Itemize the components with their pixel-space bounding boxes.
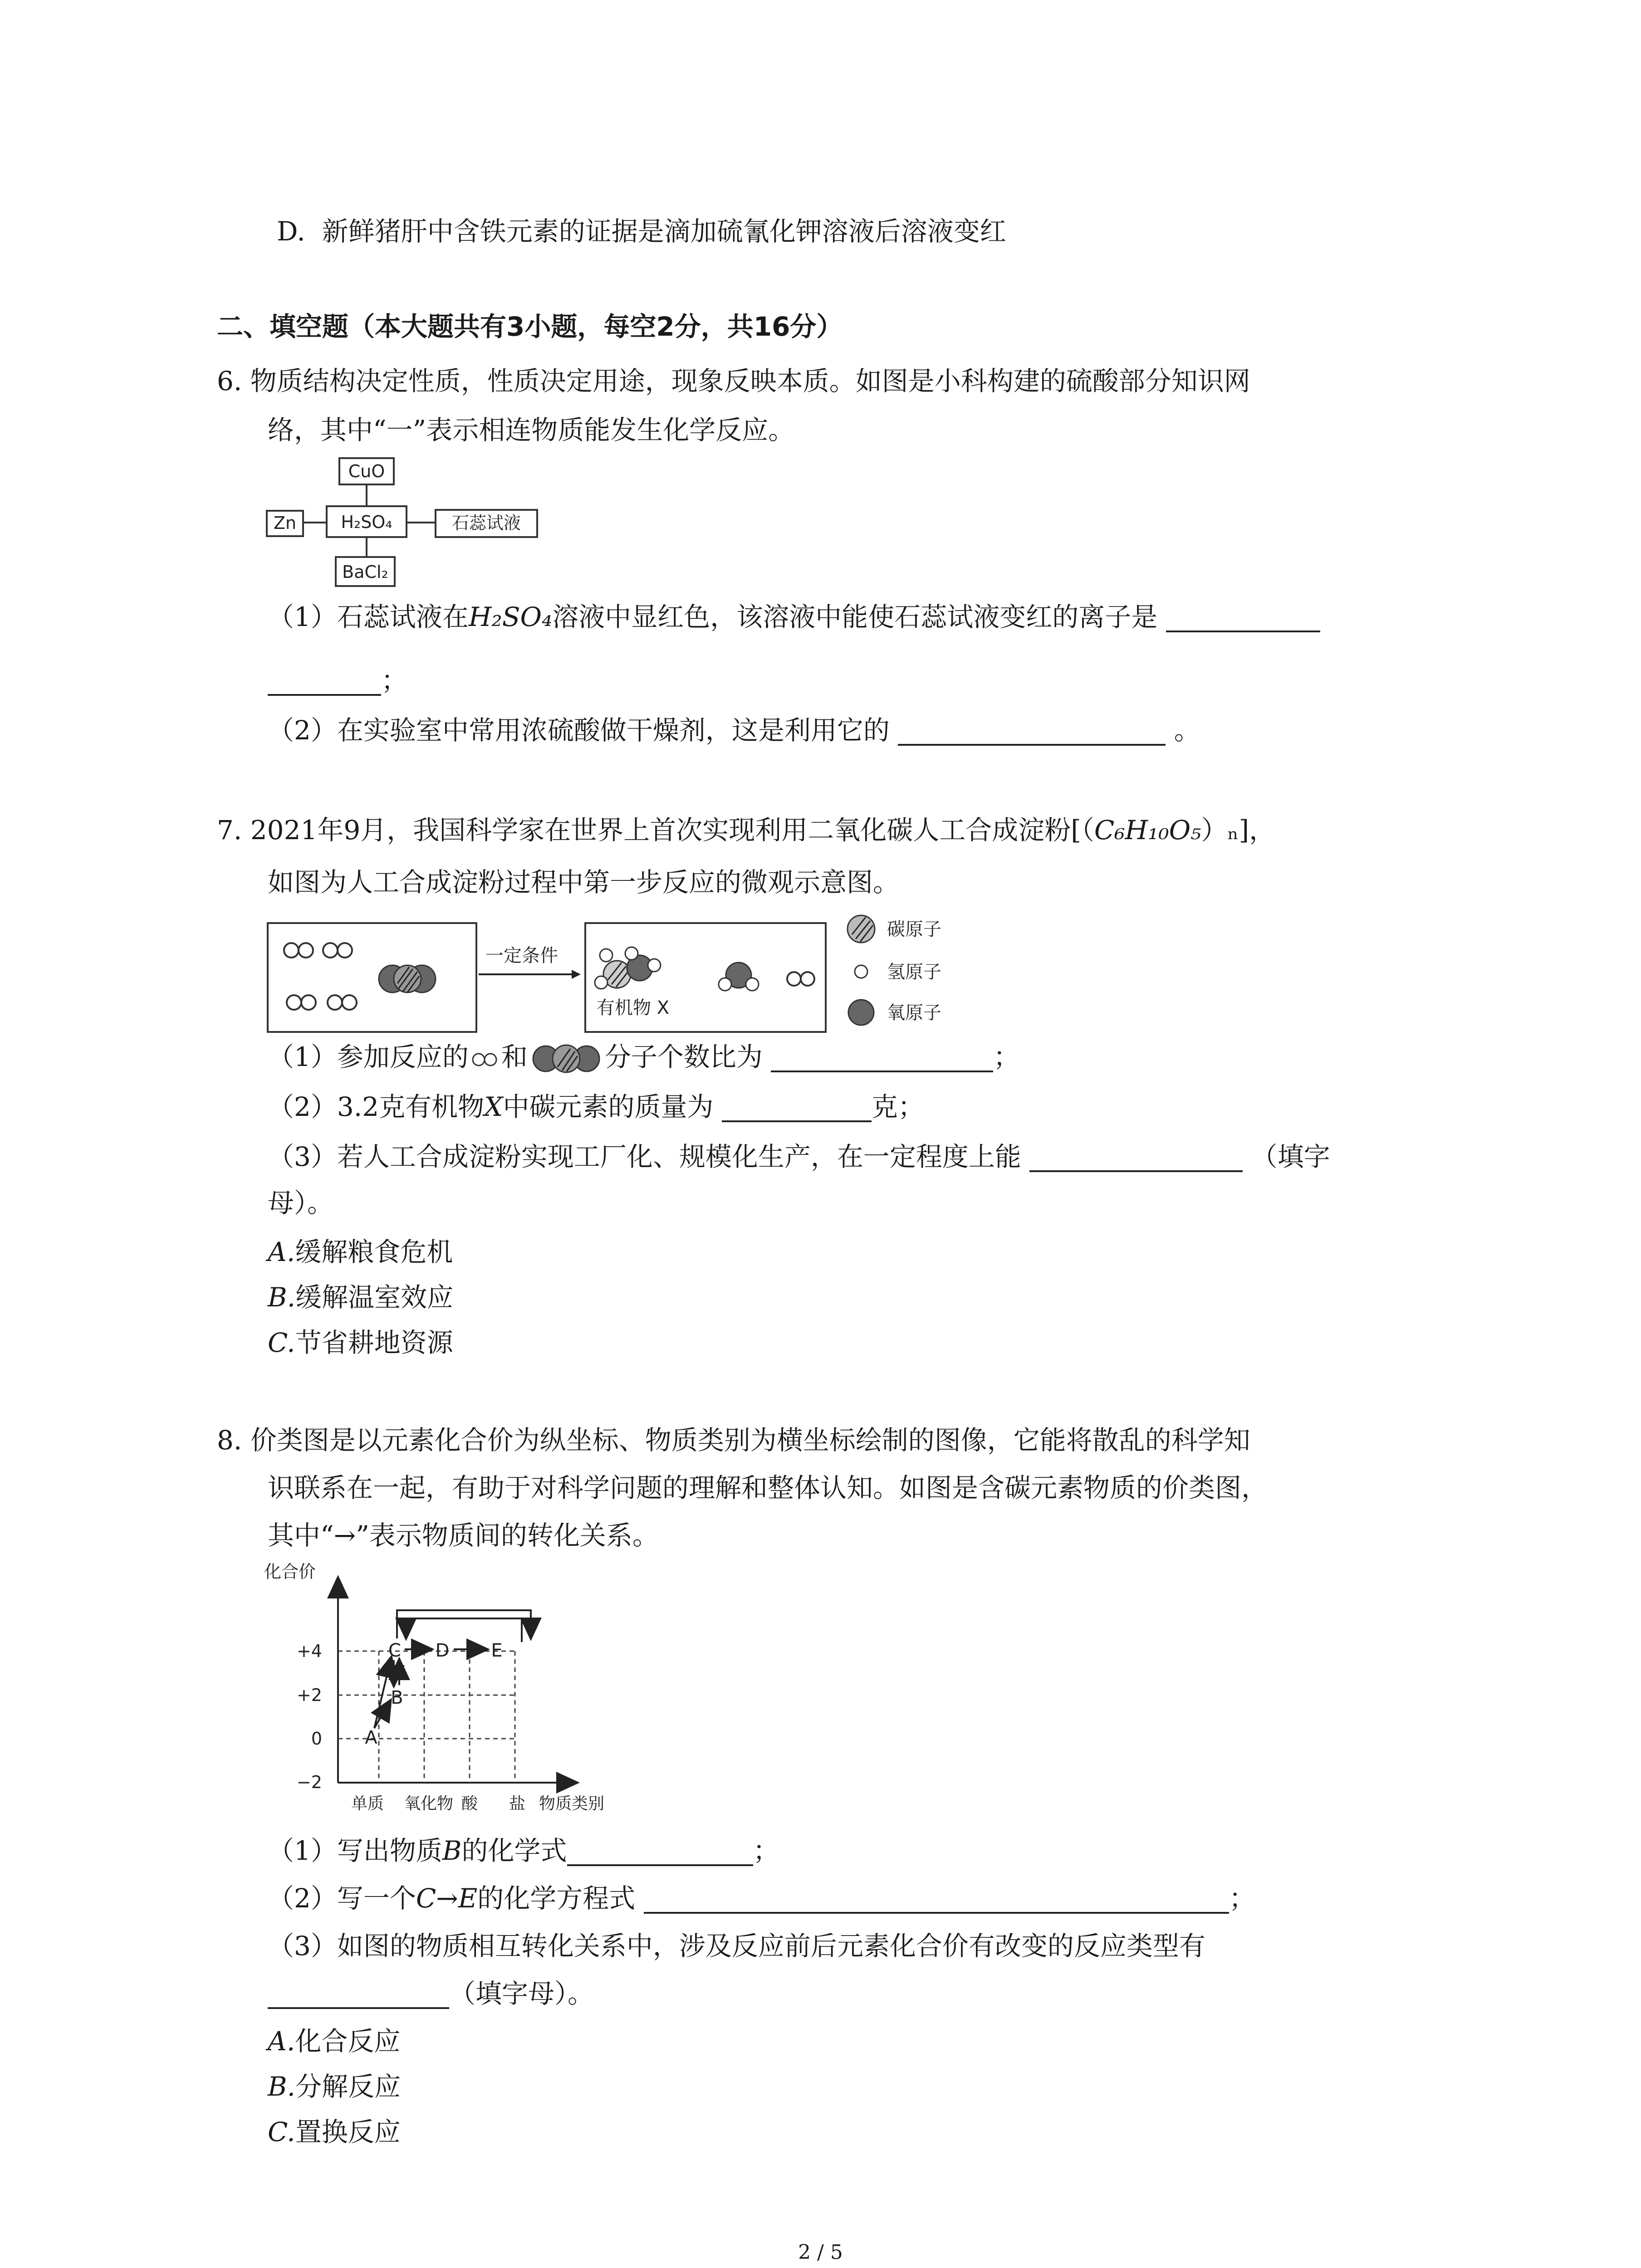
- ytick-plus2: +2: [296, 1685, 322, 1705]
- xtick-acid: 酸: [461, 1794, 478, 1813]
- section-title: 二、填空题（本大题共有3小题，每空2分，共16分）: [217, 311, 843, 342]
- q6-blank1b[interactable]: [268, 665, 381, 696]
- q7-stem-b: ）ₙ]，: [1201, 815, 1276, 846]
- valence-category-chart: [259, 1560, 667, 1814]
- option-text: 节省耕地资源: [295, 1327, 453, 1358]
- product-x-label: 有机物 X: [597, 997, 670, 1018]
- option-letter: D.: [277, 216, 305, 247]
- q8-p1-suffix: 的化学式: [461, 1835, 567, 1866]
- q8-p1-prefix: （1）写出物质: [268, 1835, 442, 1866]
- q6-blank2[interactable]: [898, 715, 1166, 746]
- q5-option-d: [277, 213, 1006, 249]
- option-text: 缓解温室效应: [295, 1282, 454, 1313]
- q6-blank1a[interactable]: [1166, 601, 1320, 632]
- atom-legend: [847, 915, 941, 1025]
- co2-molecule: [379, 965, 436, 992]
- q7-p3-prefix: （3）若人工合成淀粉实现工厂化、规模化生产，在一定程度上能: [268, 1141, 1021, 1172]
- reaction-micro-diagram: [263, 912, 1043, 1043]
- option-text: 新鲜猪肝中含铁元素的证据是滴加硫氰化钾溶液后溶液变红: [322, 216, 1006, 247]
- q6-p2-prefix: （2）在实验室中常用浓硫酸做干燥剂，这是利用它的: [268, 715, 890, 746]
- q8-blank3[interactable]: [268, 1978, 449, 2009]
- x-axis-label: 物质类别: [539, 1794, 605, 1813]
- point-e: E: [491, 1640, 503, 1661]
- q8-p2-suffix: 的化学方程式: [477, 1883, 636, 1914]
- option-letter: C.: [268, 2116, 295, 2147]
- q7-p1-and: 和: [501, 1041, 528, 1072]
- q8-stem-text: 价类图是以元素化合价为纵坐标、物质类别为横坐标绘制的图像，它能将散乱的科学知: [250, 1425, 1250, 1456]
- q7-part3: [268, 1139, 1330, 1175]
- q6-part1-cont: [268, 662, 407, 699]
- q8-option-a: [268, 2023, 400, 2059]
- q7-stem-a: 2021年9月，我国科学家在世界上首次实现利用二氧化碳人工合成淀粉[（: [250, 815, 1094, 846]
- co2-molecule-icon: [528, 1042, 605, 1074]
- legend-oxygen: 氧原子: [887, 1002, 941, 1023]
- q7-p2-prefix: （2）3.2克有机物: [268, 1091, 485, 1122]
- q8-stem-line2: 识联系在一起，有助于对科学问题的理解和整体认知。如图是含碳元素物质的价类图，: [268, 1472, 1268, 1503]
- q8-blank2[interactable]: [644, 1883, 1229, 1914]
- option-letter: C.: [268, 1327, 295, 1358]
- sulfuric-acid-network-diagram: [263, 454, 544, 590]
- q8-option-b: [268, 2068, 401, 2105]
- xtick-oxide: 氧化物: [404, 1794, 454, 1813]
- option-text: 分解反应: [295, 2071, 401, 2102]
- q7-blank2[interactable]: [722, 1091, 872, 1122]
- q7-p2-var: X: [484, 1091, 503, 1122]
- q7-option-b: [268, 1279, 453, 1315]
- xtick-salt: 盐: [509, 1794, 526, 1813]
- q8-p2-end: ；: [1229, 1883, 1255, 1914]
- legend-carbon: 碳原子: [887, 919, 941, 940]
- q8-p1-end: ；: [753, 1835, 779, 1866]
- y-axis-label: 化合价: [264, 1562, 316, 1582]
- h2-molecule-icon: [469, 1051, 501, 1069]
- q6-p1-formula: H₂SO₄: [468, 601, 553, 632]
- q7-formula: C₆H₁₀O₅: [1094, 815, 1201, 846]
- q8-part2: [268, 1880, 1255, 1916]
- q6-stem-line1: [217, 363, 1250, 399]
- point-a: A: [365, 1727, 377, 1748]
- q7-p1-suffix: 分子个数比为: [604, 1041, 763, 1072]
- question-number: 8.: [217, 1425, 242, 1456]
- h2so4-label: H₂SO₄: [341, 512, 392, 532]
- q7-p2-suffix: 中碳元素的质量为: [503, 1091, 714, 1122]
- q6-part2: [268, 712, 1200, 748]
- q7-blank3[interactable]: [1029, 1141, 1243, 1172]
- q8-p2-var: C→E: [416, 1883, 478, 1914]
- ytick-0: 0: [311, 1729, 322, 1749]
- q8-stem-line3: 其中“→”表示物质间的转化关系。: [268, 1520, 659, 1551]
- option-text: 置换反应: [295, 2116, 401, 2147]
- q7-blank1[interactable]: [771, 1041, 993, 1072]
- option-letter: B.: [268, 2071, 296, 2102]
- ytick-plus4: +4: [296, 1641, 322, 1661]
- q6-stem-line2: 络，其中“一”表示相连物质能发生化学反应。: [268, 415, 795, 445]
- q8-option-c: [268, 2114, 401, 2150]
- q8-part1: [268, 1833, 779, 1869]
- xtick-element: 单质: [351, 1794, 384, 1813]
- option-letter: A.: [268, 1237, 295, 1267]
- option-letter: A.: [268, 2026, 295, 2057]
- point-d: D: [435, 1640, 450, 1661]
- q7-p1-prefix: （1）参加反应的: [268, 1041, 469, 1072]
- q8-blank1[interactable]: [567, 1835, 753, 1866]
- litmus-label: 石蕊试液: [451, 513, 521, 533]
- ytick-minus2: −2: [296, 1772, 322, 1792]
- point-b: B: [391, 1687, 403, 1708]
- option-letter: B.: [268, 1282, 296, 1313]
- q8-p3-suffix: （填字母）。: [449, 1978, 594, 2009]
- q7-part1: [268, 1039, 1019, 1075]
- q7-stem-line1: [217, 812, 1275, 848]
- q7-p3-end: （填字: [1251, 1141, 1330, 1172]
- q7-option-a: [268, 1234, 453, 1270]
- option-text: 缓解粮食危机: [295, 1237, 453, 1267]
- bacl2-label: BaCl₂: [342, 562, 388, 582]
- q6-p1-end: ；: [381, 665, 408, 696]
- q6-part1: [268, 599, 1320, 635]
- q8-part3: （3）如图的物质相互转化关系中，涉及反应前后元素化合价有改变的反应类型有: [268, 1931, 1205, 1961]
- q8-p1-var: B: [442, 1835, 462, 1866]
- q6-p1-prefix: （1）石蕊试液在: [268, 601, 469, 632]
- point-c: C: [388, 1640, 401, 1661]
- option-text: 化合反应: [295, 2026, 401, 2057]
- q7-p2-end: 克；: [871, 1091, 924, 1122]
- page-number: 2 / 5: [798, 2241, 843, 2264]
- zn-label: Zn: [273, 513, 297, 533]
- q7-part3-line2: 母）。: [268, 1188, 334, 1218]
- q7-option-c: [268, 1325, 453, 1361]
- question-number: 7.: [217, 815, 242, 846]
- q6-stem-text: 物质结构决定性质，性质决定用途，现象反映本质。如图是小科构建的硫酸部分知识网: [250, 366, 1250, 396]
- arrow-condition-label: 一定条件: [485, 945, 558, 966]
- legend-hydrogen: 氢原子: [887, 962, 941, 982]
- q7-stem-line2: 如图为人工合成淀粉过程中第一步反应的微观示意图。: [268, 867, 900, 898]
- question-number: 6.: [217, 366, 242, 396]
- q7-p1-end: ；: [993, 1041, 1020, 1072]
- q7-part2: [268, 1089, 924, 1125]
- q8-p2-prefix: （2）写一个: [268, 1883, 416, 1914]
- q8-stem-line1: [217, 1422, 1250, 1458]
- cuo-label: CuO: [348, 461, 385, 481]
- q6-p1-suffix: 溶液中显红色，该溶液中能使石蕊试液变红的离子是: [552, 601, 1158, 632]
- q6-p2-end: 。: [1174, 715, 1200, 746]
- q8-part3-line2: [268, 1975, 594, 2012]
